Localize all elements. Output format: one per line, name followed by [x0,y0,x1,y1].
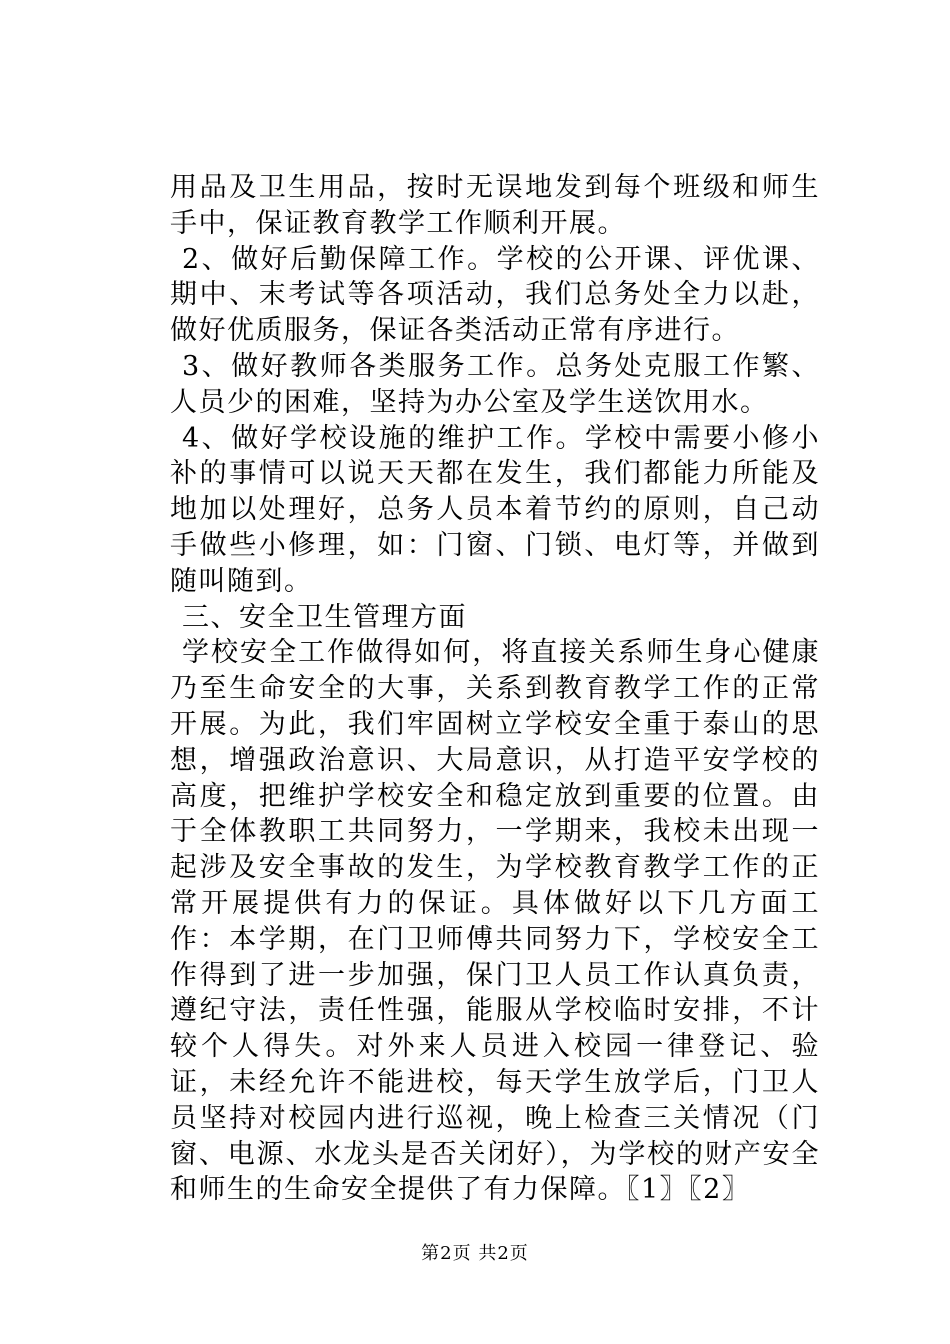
paragraph-item-2: 2、做好后勤保障工作。学校的公开课、评优课、期中、末考试等各项活动，我们总务处全力以赴，做好优质服务，保证各类活动正常有序进行。 [170,243,820,347]
document-body [170,170,820,1208]
paragraph-safety: 学校安全工作做得如何，将直接关系师生身心健康乃至生命安全的大事，关系到教育教学工作的正常开展。为此，我们牢固树立学校安全重于泰山的思想，增强政治意识、大局意识，从打造平安学校的高度，把维护学校安全和稳定放到重要的位置。由于全体教职工共同努力，一学期来，我校未出现一起涉及安全事故的发生，为学校教育教学工作的正常开展提供有力的保证。具体做好以下几方面工作：本学期，在门卫师傅共同努力下，学校安全工作得到了进一步加强，保门卫人员工作认真负责，遵纪守法，责任性强，能服从学校临时安排，不计较个人得失。对外来人员进入校园一律登记、验证，未经允许不能进校，每天学生放学后，门卫人员坚持对校园内进行巡视，晚上检查三关情况（门窗、电源、水龙头是否关闭好），为学校的财产安全和师生的生命安全提供了有力保障。〖1〗〖2〗 [170,637,820,1206]
page-footer: 第2页 共2页 [421,1243,529,1264]
paragraph-item-4: 4、做好学校设施的维护工作。学校中需要小修小补的事情可以说天天都在发生，我们都能力所能及地加以处理好，总务人员本着节约的原则，自己动手做些小修理，如：门窗、门锁、电灯等，并做到随叫随到。 [170,422,820,597]
paragraph-supplies: 用品及卫生用品，按时无误地发到每个班级和师生手中，保证教育教学工作顺利开展。 [170,172,820,239]
paragraph-item-3: 3、做好教师各类服务工作。总务处克服工作繁、人员少的困难，坚持为办公室及学生送饮用水。 [170,350,820,418]
section-heading-safety: 三、安全卫生管理方面 [182,601,467,633]
